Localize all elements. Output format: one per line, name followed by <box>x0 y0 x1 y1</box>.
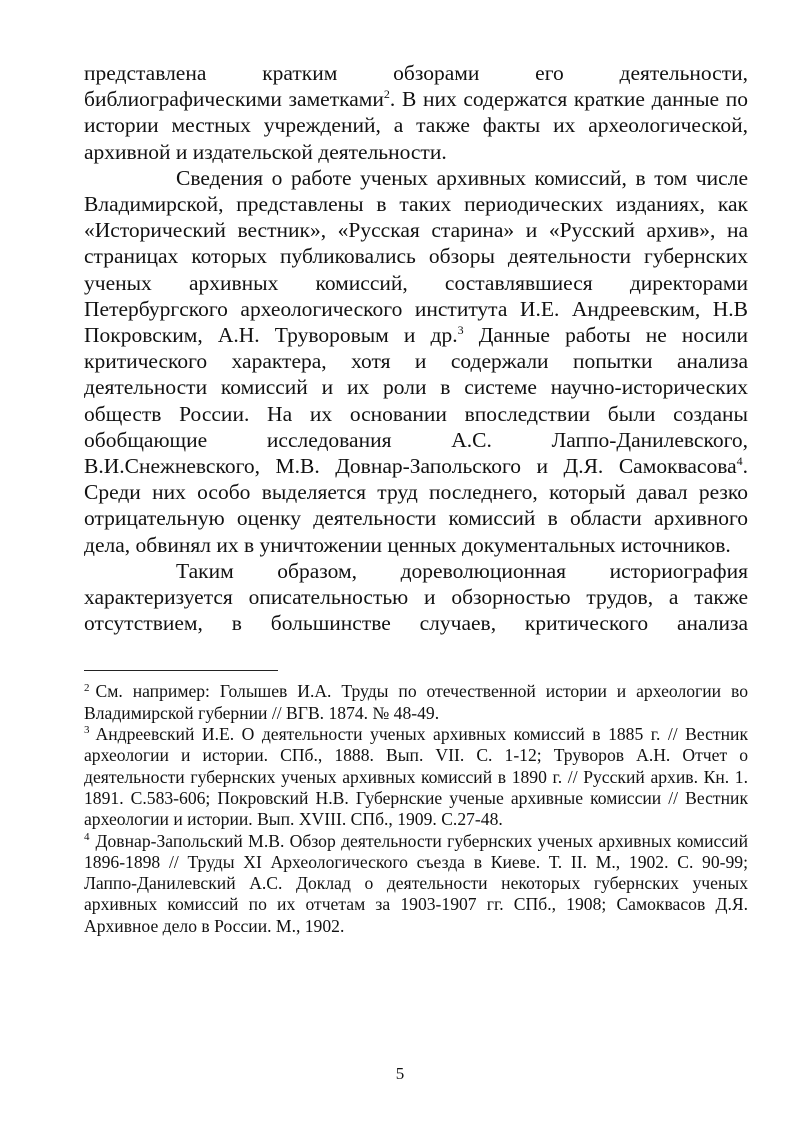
paragraph-2-text-middle: Данные работы не носили критического характера, хотя и содержали попытки анализа деятельности комиссий и их роли в системе научно-исторических обществ России. На их основании впоследствии были созданы обобщающие исследования А.С. Лаппо-Данилевского, В.И.Снежневского, М.В. Довнар-Запольского и Д.Я. Самоквасова <box>84 323 748 479</box>
paragraph-1 <box>84 60 748 165</box>
footnote-text-3: Андреевский И.Е. О деятельности ученых архивных комиссий в 1885 г. // Вестник археологии и истории. СПб., 1888. Вып. VII. С. 1-12; Труворов А.Н. Отчет о деятельности губернских ученых архивных комиссий в 1890 г. // Русский архив. Кн. 1. 1891. С.583-606; Покровский Н.В. Губернские ученые архивные комиссии // Вестник археологии и истории. Вып. XVIII. СПб., 1909. С.27-48. <box>84 724 748 830</box>
footnotes <box>84 681 748 937</box>
footnote-ref-4: 4 <box>736 453 743 468</box>
paragraph-1-text: представлена кратким обзорами его деятельности, библиографическими заметками <box>84 61 748 112</box>
footnote-ref-2: 2 <box>383 87 390 102</box>
footnote-text-4: Довнар-Запольский М.В. Обзор деятельности губернских ученых архивных комиссий 1896-1898 // Труды XI Археологического съезда в Киеве. Т. II. М., 1902. С. 90-99; Лаппо-Данилевский А.С. Доклад о деятельности некоторых губернских ученых архивных комиссий по их отчетам за 1903-1907 гг. СПб., 1908; Самоквасов Д.Я. Архивное дело в России. М., 1902. <box>84 830 748 936</box>
paragraph-2-text-after: . Среди них особо выделяется труд последнего, который давал резко отрицательную оценку деятельности комиссий в области архивного дела, обвинял их в уничтожении ценных документальных источников. <box>84 454 748 557</box>
footnote-text-2: См. например: Голышев И.А. Труды по отечественной истории и археологии во Владимирской губернии // ВГВ. 1874. № 48-49. <box>84 681 748 723</box>
paragraph-1-text-after: . В них содержатся краткие данные по истории местных учреждений, а также факты их археологической, архивной и издательской деятельности. <box>84 87 749 164</box>
body-text <box>84 60 748 636</box>
paragraph-3 <box>84 558 748 637</box>
footnote-number-4: 4 <box>84 830 90 843</box>
footnote-ref-3: 3 <box>457 322 464 337</box>
paragraph-2-text: Сведения о работе ученых архивных комиссий, в том числе Владимирской, представлены в таких периодических изданиях, как «Исторический вестник», «Русская старина» и «Русский архив», на страницах которых публиковались обзоры деятельности губернских ученых архивных комиссий, составлявшиеся директорами Петербургского археологического института И.Е. Андреевским, Н.В Покровским, А.Н. Труворовым и др. <box>84 165 748 348</box>
page-number: 5 <box>395 1064 405 1083</box>
footnote-number-3: 3 <box>84 724 90 737</box>
document-page <box>84 60 748 937</box>
footnote-number-2: 2 <box>84 681 90 694</box>
paragraph-2 <box>84 165 748 558</box>
footnote-3 <box>84 724 748 830</box>
paragraph-3-text: Таким образом, дореволюционная историография характеризуется описательностью и обзорностью трудов, а также отсутствием, в большинстве случаев, критического анализа <box>84 558 748 636</box>
footnote-2 <box>84 681 748 724</box>
footnote-4 <box>84 831 748 937</box>
footnote-separator <box>84 670 278 671</box>
